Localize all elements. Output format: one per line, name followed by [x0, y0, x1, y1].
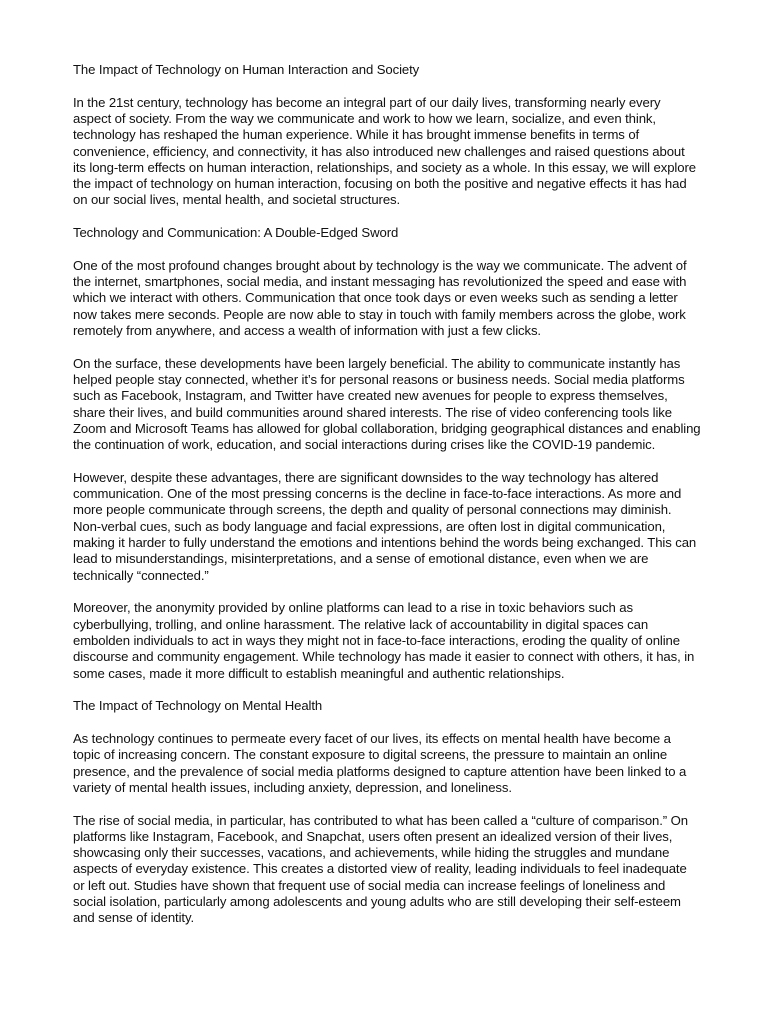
- section-heading-mental-health: The Impact of Technology on Mental Health: [73, 698, 323, 714]
- section-heading-communication: Technology and Communication: A Double-Edged Sword: [73, 225, 399, 241]
- paragraph: One of the most profound changes brought about by technology is the way we communicate. The advent of the internet, smartphones, social media, and instant messaging has revolutionized the speed and ease with which we interact with others. Communication that once took days or even weeks such as sending a letter now takes mere seconds. People are now able to stay in touch with family members across the globe, work remotely from anywhere, and access a wealth of information with just a few clicks.: [73, 257, 687, 339]
- document-page: [73, 62, 701, 943]
- paragraph: However, despite these advantages, there are significant downsides to the way technology has altered communication. One of the most pressing concerns is the decline in face-to-face interactions. As more and more people communicate through screens, the depth and quality of personal connections may diminish. Non-verbal cues, such as body language and facial expressions, are often lost in digital communication, making it harder to fully understand the emotions and intentions behind the words being exchanged. This can lead to misunderstandings, misinterpretations, and a sense of emotional distance, even when we are technically “connected.”: [73, 469, 697, 583]
- paragraph: As technology continues to permeate every facet of our lives, its effects on mental health have become a topic of increasing concern. The constant exposure to digital screens, the pressure to maintain an online presence, and the prevalence of social media platforms designed to capture attention have been linked to a variety of mental health issues, including anxiety, depression, and loneliness.: [73, 730, 687, 795]
- intro-paragraph: In the 21st century, technology has become an integral part of our daily lives, transforming nearly every aspect of society. From the way we communicate and work to how we learn, socialize, and even think, technology has reshaped the human experience. While it has brought immense benefits in terms of convenience, efficiency, and connectivity, it has also introduced new challenges and raised questions about its long-term effects on human interaction, relationships, and society as a whole. In this essay, we will explore the impact of technology on human interaction, focusing on both the positive and negative effects it has had on our social lives, mental health, and societal structures.: [73, 94, 696, 208]
- paragraph: On the surface, these developments have been largely beneficial. The ability to communicate instantly has helped people stay connected, whether it’s for personal reasons or business needs. Social media platforms such as Facebook, Instagram, and Twitter have created new avenues for people to express themselves, share their lives, and build communities around shared interests. The rise of video conferencing tools like Zoom and Microsoft Teams has allowed for global collaboration, bridging geographical distances and enabling the continuation of work, education, and social interactions during crises like the COVID-19 pandemic.: [73, 355, 701, 453]
- paragraph: The rise of social media, in particular, has contributed to what has been called a “culture of comparison.” On platforms like Instagram, Facebook, and Snapchat, users often present an idealized version of their lives, showcasing only their successes, vacations, and achievements, while hiding the struggles and mundane aspects of everyday existence. This creates a distorted view of reality, leading individuals to feel inadequate or left out. Studies have shown that frequent use of social media can increase feelings of loneliness and social isolation, particularly among adolescents and young adults who are still developing their self-esteem and sense of identity.: [73, 812, 688, 926]
- paragraph: Moreover, the anonymity provided by online platforms can lead to a rise in toxic behaviors such as cyberbullying, trolling, and online harassment. The relative lack of accountability in digital spaces can embolden individuals to act in ways they might not in face-to-face interactions, eroding the quality of online discourse and community engagement. While technology has made it easier to connect with others, it has, in some cases, made it more difficult to establish meaningful and authentic relationships.: [73, 600, 695, 681]
- document-title: The Impact of Technology on Human Interaction and Society: [73, 62, 420, 77]
